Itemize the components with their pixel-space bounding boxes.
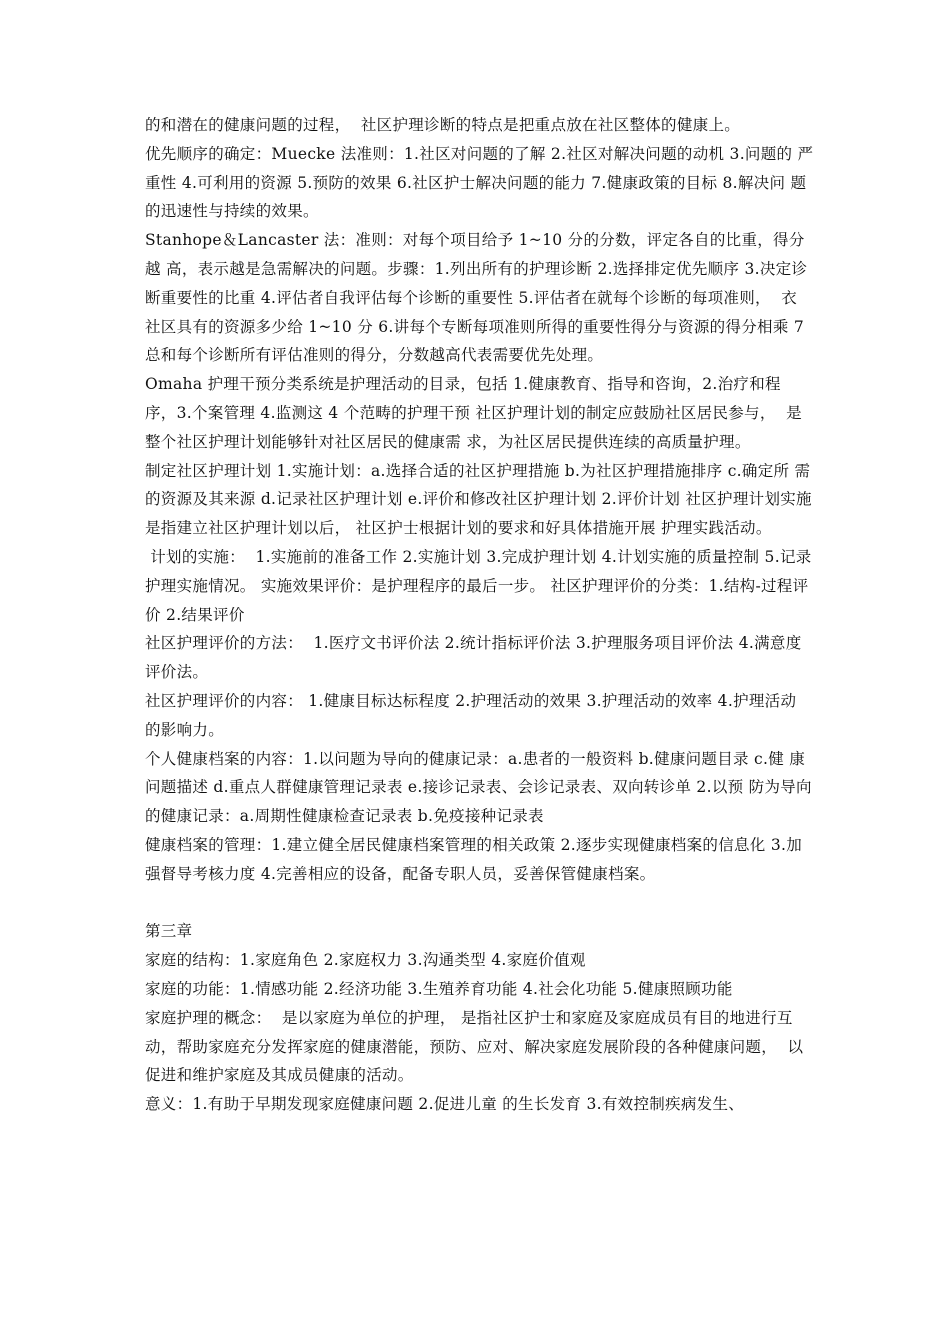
paragraph-significance: 意义：1.有助于早期发现家庭健康问题 2.促进儿童 的生长发育 3.有效控制疾病发生、 bbox=[145, 1095, 745, 1114]
paragraph-family-function: 家庭的功能：1.情感功能 2.经济功能 3.生殖养育功能 4.社会化功能 5.健康照顾功能 bbox=[145, 979, 733, 998]
paragraph-stanhope-lancaster: Stanhope＆Lancaster 法：准则：对每个项目给予 1~10 分的分数，评定各自的比重，得分越 高，表示越是急需解决的问题。步骤：1.列出所有的护理诊断 2.选择排定优先顺序 3.决定诊 断重要性的比重 4.评估者自我评估每个诊断的重要性 5.评估者在就每个诊断的每项准则， 衣 社区具有的资源多少给 1~10 分 6.讲每个专断每项准则所得的重要性得分与资源的得分相乘 7 总和每个诊断所有评估准则的得分，分数越高代表需要优先处理。 bbox=[145, 231, 813, 365]
paragraph-omaha-system: Omaha 护理干预分类系统是护理活动的目录，包括 1.健康教育、指导和咨询，2.治疗和程 序，3.个案管理 4.监测这 4 个范畴的护理干预 社区护理计划的制定应鼓励社区居民参与， 是整个社区护理计划能够针对社区居民的健康需 求，为社区居民提供连续的高质量护理。 bbox=[145, 375, 802, 451]
paragraph-muecke-criteria: 优先顺序的确定：Muecke 法准则：1.社区对问题的了解 2.社区对解决问题的动机 3.问题的 严重性 4.可利用的资源 5.预防的效果 6.社区护士解决问题的能力 7.健康政策的目标 8.解决问 题的迅速性与持续的效果。 bbox=[145, 144, 814, 221]
document-page bbox=[145, 111, 815, 1119]
paragraph-diagnosis-process: 的和潜在的健康问题的过程， 社区护理诊断的特点是把重点放在社区整体的健康上。 bbox=[145, 116, 741, 134]
paragraph-health-record-content: 个人健康档案的内容：1.以问题为导向的健康记录：a.患者的一般资料 b.健康问题目录 c.健 康问题描述 d.重点人群健康管理记录表 e.接诊记录表、会诊记录表、双向转诊单 2.以预 防为导向的健康记录：a.周期性健康检查记录表 b.免疫接种记录表 bbox=[145, 749, 812, 826]
paragraph-evaluation-content: 社区护理评价的内容： 1.健康目标达标程度 2.护理活动的效果 3.护理活动的效率 4.护理活动 的影响力。 bbox=[145, 691, 802, 739]
paragraph-family-structure: 家庭的结构：1.家庭角色 2.家庭权力 3.沟通类型 4.家庭价值观 bbox=[145, 951, 586, 970]
chapter-heading: 第三章 bbox=[145, 922, 193, 941]
section-spacer bbox=[145, 889, 815, 918]
paragraph-care-plan: 制定社区护理计划 1.实施计划：a.选择合适的社区护理措施 b.为社区护理措施排序 c.确定所 需的资源及其来源 d.记录社区护理计划 e.评价和修改社区护理计划 2.评价计划 社区护理计划实施是指建立社区护理计划以后， 社区护士根据计划的要求和好具体措施开展 护理实践活动。 bbox=[145, 461, 812, 538]
paragraph-plan-implementation: 计划的实施： 1.实施前的准备工作 2.实施计划 3.完成护理计划 4.计划实施的质量控制 5.记录 护理实施情况。 实施效果评价：是护理程序的最后一步。 社区护理评价的分类：1.结构-过程评价 2.结果评价 bbox=[145, 547, 817, 624]
paragraph-health-record-management: 健康档案的管理：1.建立健全居民健康档案管理的相关政策 2.逐步实现健康档案的信息化 3.加强督导考核力度 4.完善相应的设备，配备专职人员，妥善保管健康档案。 bbox=[145, 835, 803, 883]
paragraph-family-nursing-concept: 家庭护理的概念： 是以家庭为单位的护理， 是指社区护士和家庭及家庭成员有目的地进行互 动，帮助家庭充分发挥家庭的健康潜能，预防、应对、解决家庭发展阶段的各种健康问题， 以促进和维护家庭及其成员健康的活动。 bbox=[145, 1008, 804, 1085]
paragraph-evaluation-methods: 社区护理评价的方法： 1.医疗文书评价法 2.统计指标评价法 3.护理服务项目评价法 4.满意度 评价法。 bbox=[145, 634, 807, 682]
